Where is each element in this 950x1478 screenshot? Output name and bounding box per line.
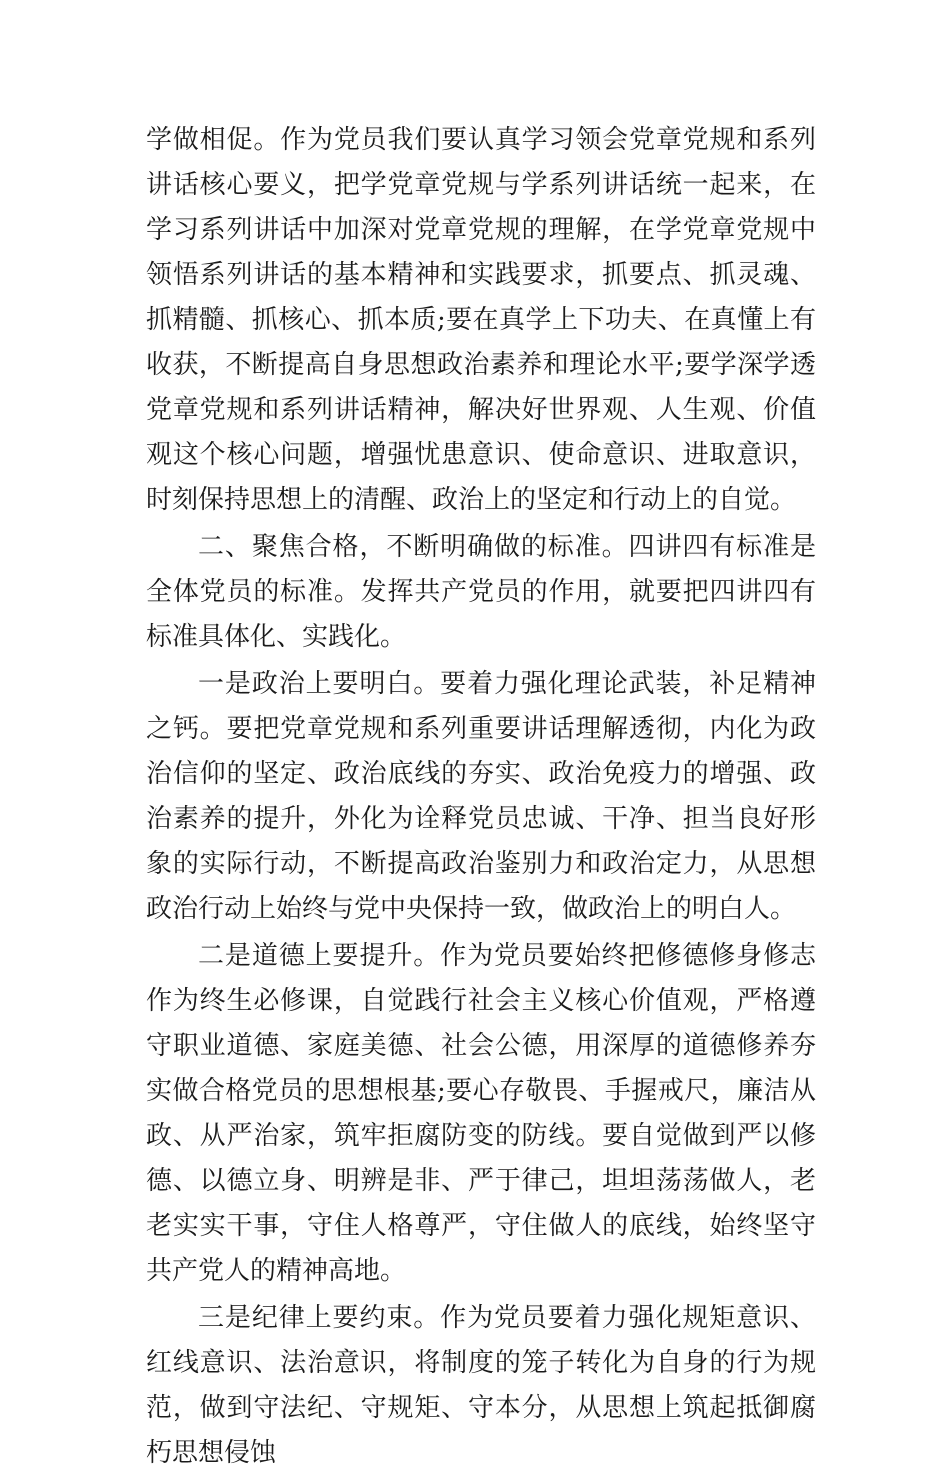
paragraph-moral: 二是道德上要提升。作为党员要始终把修德修身修志作为终生必修课，自觉践行社会主义核心价值观，严格遵守职业道德、家庭美德、社会公德，用深厚的道德修养夯实做合格党员的思想根基;要心存敬畏、手握戒尺，廉洁从政、从严治家，筑牢拒腐防变的防线。要自觉做到严以修德、以德立身、明辨是非、严于律己，坦坦荡荡做人，老老实实干事，守住人格尊严，守住做人的底线，始终坚守共产党人的精神高地。	[146, 941, 816, 1286]
document-body	[146, 118, 816, 1478]
paragraph-continuation: 学做相促。作为党员我们要认真学习领会党章党规和系列讲话核心要义，把学党章党规与学系列讲话统一起来，在学习系列讲话中加深对党章党规的理解，在学党章党规中领悟系列讲话的基本精神和实践要求，抓要点、抓灵魂、抓精髓、抓核心、抓本质;要在真学上下功夫、在真懂上有收获，不断提高自身思想政治素养和理论水平;要学深学透党章党规和系列讲话精神，解决好世界观、人生观、价值观这个核心问题，增强忧患意识、使命意识、进取意识，时刻保持思想上的清醒、政治上的坚定和行动上的自觉。	[146, 125, 816, 515]
paragraph-discipline: 三是纪律上要约束。作为党员要着力强化规矩意识、红线意识、法治意识，将制度的笼子转化为自身的行为规范，做到守法纪、守规矩、守本分，从思想上筑起抵御腐朽思想侵蚀	[146, 1303, 816, 1468]
paragraph-political: 一是政治上要明白。要着力强化理论武装，补足精神之钙。要把党章党规和系列重要讲话理解透彻，内化为政治信仰的坚定、政治底线的夯实、政治免疫力的增强、政治素养的提升，外化为诠释党员忠诚、干净、担当良好形象的实际行动，不断提高政治鉴别力和政治定力，从思想政治行动上始终与党中央保持一致，做政治上的明白人。	[146, 669, 816, 924]
paragraph-section-two: 二、聚焦合格，不断明确做的标准。四讲四有标准是全体党员的标准。发挥共产党员的作用，就要把四讲四有标准具体化、实践化。	[146, 532, 816, 652]
